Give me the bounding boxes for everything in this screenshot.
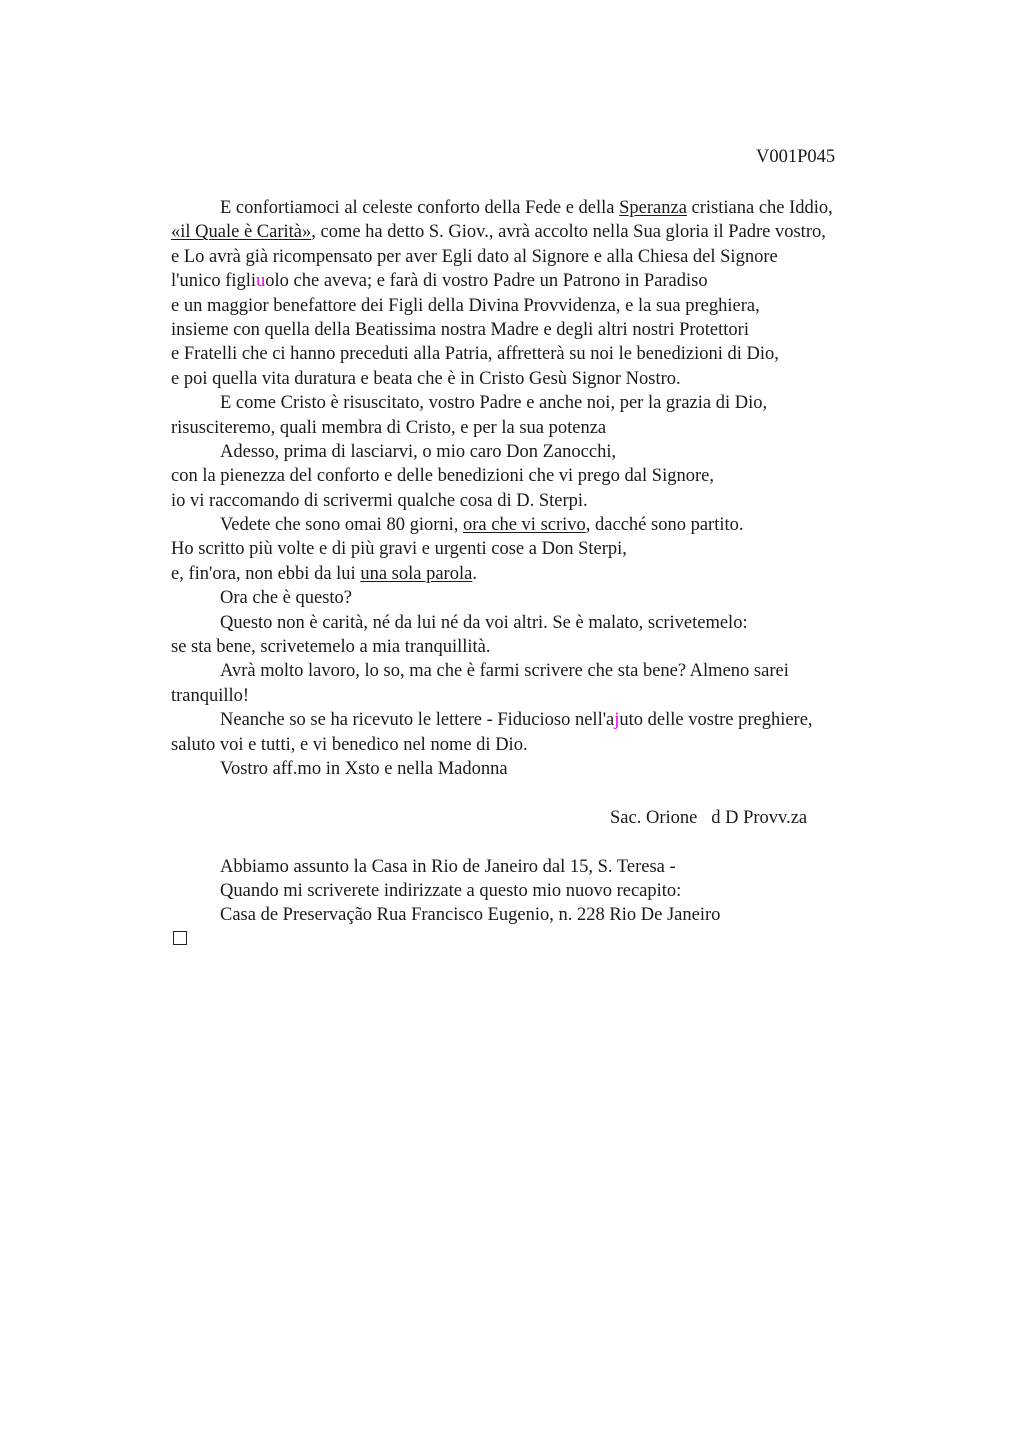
text-line: Vedete che sono omai 80 giorni, ora che vi scrivo, dacché sono partito. [220, 515, 744, 536]
highlighted-correction: j [614, 710, 620, 731]
signature: Sac. Orione d D Provv.za [610, 807, 808, 828]
text-line: E come Cristo è risuscitato, vostro Padre e anche noi, per la grazia di Dio, [220, 393, 768, 414]
text-line: Neanche so se ha ricevuto le lettere - Fiducioso nell'ajuto delle vostre preghiere, [220, 710, 813, 731]
letter-body [171, 196, 931, 928]
underlined-text: ora che vi scrivo [463, 515, 586, 536]
text-line: Questo non è carità, né da lui né da voi altri. Se è malato, scrivetemelo: [220, 612, 748, 633]
text-line: Ora che è questo? [220, 588, 353, 609]
spacer [171, 830, 931, 854]
spacer [171, 781, 931, 805]
text-line: e poi quella vita duratura e beata che è in Cristo Gesù Signor Nostro. [171, 368, 681, 389]
text-line: risusciteremo, quali membra di Cristo, e per la sua potenza [171, 417, 607, 438]
text-line: Avrà molto lavoro, lo so, ma che è farmi scrivere che sta bene? Almeno sarei [220, 661, 789, 682]
text-line: saluto voi e tutti, e vi benedico nel nome di Dio. [171, 734, 528, 755]
page-identifier: V001P045 [756, 147, 836, 167]
text-line: e un maggior benefattore dei Figli della Divina Provvidenza, e la sua preghiera, [171, 295, 760, 316]
underlined-text: una sola parola [360, 563, 473, 584]
text-line: e Lo avrà già ricompensato per aver Egli dato al Signore e alla Chiesa del Signore [171, 246, 778, 267]
text-line: insieme con quella della Beatissima nostra Madre e degli altri nostri Protettori [171, 319, 749, 340]
text-line: se sta bene, scrivetemelo a mia tranquillità. [171, 637, 491, 658]
postscript-line: Abbiamo assunto la Casa in Rio de Janeiro dal 15, S. Teresa - [220, 856, 676, 877]
text-line: Adesso, prima di lasciarvi, o mio caro Don Zanocchi, [220, 441, 617, 462]
closing-line: Vostro aff.mo in Xsto e nella Madonna [220, 758, 508, 779]
postscript-line: Casa de Preservação Rua Francisco Eugenio, n. 228 Rio De Janeiro [220, 905, 721, 926]
text-line: io vi raccomando di scrivermi qualche cosa di D. Sterpi. [171, 490, 588, 511]
text-line: Ho scritto più volte e di più gravi e urgenti cose a Don Sterpi, [171, 539, 627, 560]
text-line: l'unico figliuolo che aveva; e farà di vostro Padre un Patrono in Paradiso [171, 271, 708, 292]
text-line: E confortiamoci al celeste conforto della Fede e della Speranza cristiana che Iddio, [220, 198, 833, 218]
underlined-text: «il Quale è Carità» [171, 222, 312, 243]
postscript-line: Quando mi scriverete indirizzate a questo mio nuovo recapito: [220, 880, 682, 901]
text-line: «il Quale è Carità», come ha detto S. Giov., avrà accolto nella Sua gloria il Padre vostro, [171, 222, 826, 243]
text-line: tranquillo! [171, 685, 250, 706]
text-line: e Fratelli che ci hanno preceduti alla Patria, affretterà su noi le benedizioni di Dio, [171, 344, 779, 365]
text-line: con la pienezza del conforto e delle benedizioni che vi prego dal Signore, [171, 466, 714, 487]
square-box-icon [173, 931, 187, 945]
highlighted-correction: u [256, 271, 266, 292]
text-line: e, fin'ora, non ebbi da lui una sola parola. [171, 563, 477, 584]
underlined-text: Speranza [619, 198, 687, 218]
